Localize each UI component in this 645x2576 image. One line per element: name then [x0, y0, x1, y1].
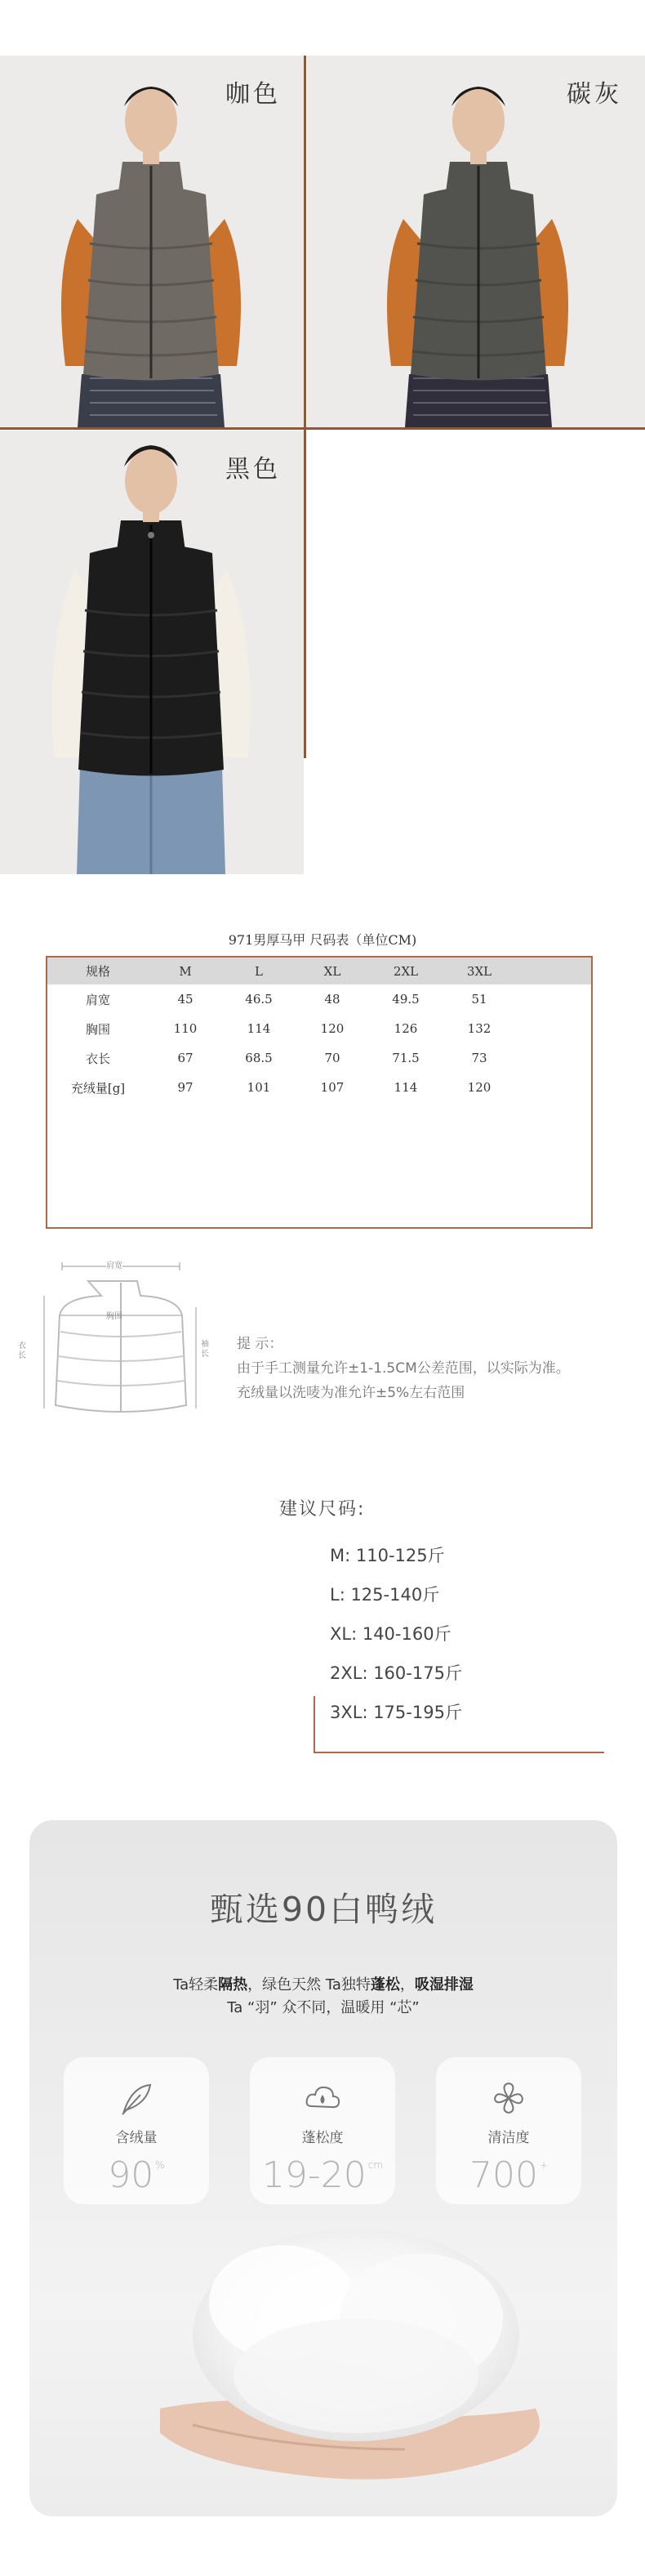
down-title: 甄选90白鸭绒 — [209, 1890, 438, 1929]
color-photo-grid — [0, 56, 645, 874]
size-header-cell: 规格 — [47, 958, 149, 984]
grid-divider-vertical — [304, 56, 306, 758]
table-row — [47, 1043, 591, 1073]
decorative-line-vertical — [314, 1696, 315, 1753]
table-cell: 132 — [467, 1021, 492, 1036]
list-item: XL: 140-160斤 — [330, 1624, 452, 1644]
table-cell: 51 — [471, 992, 487, 1007]
size-header-cell: L — [222, 958, 296, 984]
down-cluster-in-hand-image — [144, 2204, 568, 2507]
table-cell: 67 — [177, 1051, 194, 1065]
down-description — [29, 1974, 617, 2020]
tips-line-1: 由于手工测量允许±1-1.5CM公差范围，以实际为准。 — [237, 1360, 570, 1377]
table-cell: 126 — [394, 1021, 418, 1036]
table-cell: 114 — [394, 1080, 418, 1095]
table-cell: 45 — [177, 992, 194, 1007]
tips-line-2: 充绒量以洗唛为准允许±5%左右范围 — [237, 1385, 465, 1401]
table-row — [47, 1014, 591, 1043]
list-item: 3XL: 175-195斤 — [330, 1703, 462, 1722]
table-cell: 71.5 — [392, 1051, 420, 1065]
table-cell: 120 — [320, 1021, 345, 1036]
vest-outline-icon — [15, 1258, 211, 1422]
diagram-label-sleeve: 袖长 — [201, 1340, 209, 1359]
table-cell: 胸围 — [85, 1021, 110, 1037]
tips-title: 提 示： — [237, 1336, 283, 1352]
size-header-cell: XL — [296, 958, 369, 984]
grid-divider-horizontal — [0, 427, 645, 430]
list-item: M: 110-125斤 — [330, 1546, 445, 1565]
size-header-cell: 3XL — [443, 958, 516, 984]
table-cell: 48 — [324, 992, 340, 1007]
diagram-label-length: 衣长 — [18, 1342, 26, 1360]
table-cell: 97 — [177, 1080, 194, 1095]
vest-measurement-diagram — [15, 1258, 211, 1422]
table-cell: 46.5 — [245, 992, 273, 1007]
size-header-blank — [516, 958, 591, 984]
suggested-size-list — [330, 1536, 462, 1732]
stat-down-content — [64, 2057, 209, 2204]
model-charcoal-vest-image — [307, 56, 645, 427]
color-label-brown: 咖色 — [225, 80, 281, 109]
cloud-icon — [302, 2078, 343, 2119]
stat-cleanliness — [436, 2057, 581, 2204]
size-chart-header-row — [47, 958, 591, 984]
table-cell: 114 — [247, 1021, 271, 1036]
size-chart-box — [46, 956, 593, 1229]
size-chart-table — [47, 958, 591, 1102]
table-row — [47, 984, 591, 1014]
diagram-label-chest: 胸围 — [106, 1312, 122, 1321]
table-cell: 肩宽 — [85, 992, 110, 1007]
decorative-line-horizontal — [314, 1752, 604, 1753]
stat-label: 含绒量 — [115, 2130, 158, 2146]
table-cell: 101 — [247, 1080, 271, 1095]
down-description-line-1: Ta轻柔隔热，绿色天然 Ta独特蓬松，吸湿排湿 — [173, 1976, 474, 1993]
table-row — [47, 1073, 591, 1102]
down-feature-card — [29, 1820, 617, 2516]
table-cell: 衣长 — [85, 1051, 110, 1066]
suggested-size-title: 建议尺码: — [279, 1499, 366, 1520]
table-cell: 73 — [471, 1051, 487, 1065]
photo-black-vest — [0, 431, 304, 874]
stat-loft — [250, 2057, 395, 2204]
empty-photo-slot — [307, 431, 645, 749]
clover-icon — [488, 2078, 529, 2119]
table-cell: 107 — [320, 1080, 345, 1095]
stat-value: 19-20 $^{cm}$ — [261, 2154, 384, 2196]
measurement-tips — [237, 1332, 629, 1405]
color-label-charcoal: 碳灰 — [567, 80, 622, 109]
model-brown-vest-image — [0, 56, 304, 427]
table-cell: 70 — [324, 1051, 340, 1065]
table-cell: 49.5 — [392, 992, 420, 1007]
list-item: 2XL: 160-175斤 — [330, 1663, 462, 1683]
table-cell: 120 — [467, 1080, 492, 1095]
stat-label: 清洁度 — [487, 2130, 530, 2146]
table-cell: 68.5 — [245, 1051, 273, 1065]
size-chart-title: 971男厚马甲 尺码表（单位CM) — [228, 932, 417, 948]
size-header-cell: 2XL — [369, 958, 443, 984]
stat-label: 蓬松度 — [301, 2130, 344, 2146]
color-label-black: 黑色 — [225, 455, 281, 484]
table-cell: 充绒量[g] — [70, 1080, 126, 1096]
stat-value: 90 % — [108, 2154, 165, 2196]
list-item: L: 125-140斤 — [330, 1585, 440, 1605]
down-description-line-2: Ta “羽” 众不同，温暖用 “芯” — [227, 1999, 420, 2016]
photo-brown-vest — [0, 56, 304, 427]
diagram-label-shoulder: 肩宽 — [106, 1258, 122, 1270]
stat-value: 700 + — [469, 2154, 549, 2196]
table-cell: 110 — [173, 1021, 198, 1036]
feather-icon — [116, 2078, 157, 2119]
size-header-cell: M — [149, 958, 222, 984]
model-black-vest-image — [0, 431, 304, 874]
photo-charcoal-vest — [307, 56, 645, 427]
